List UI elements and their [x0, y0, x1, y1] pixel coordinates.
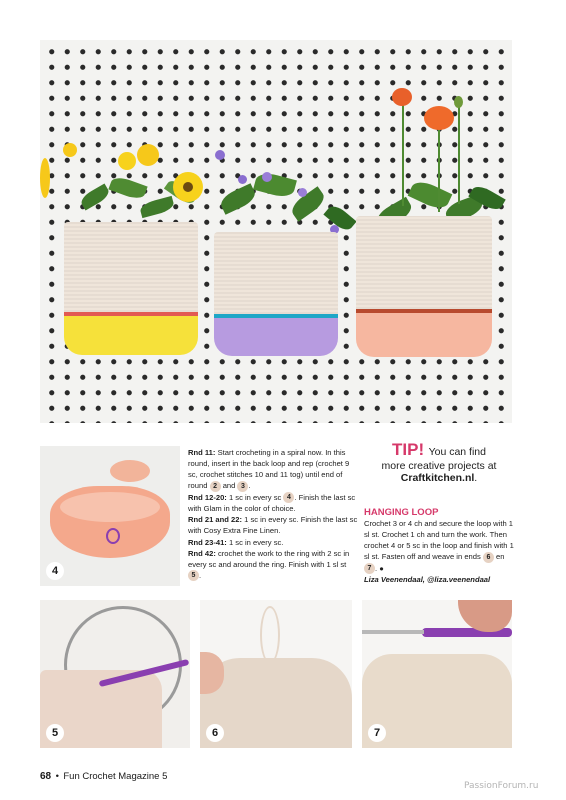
photo-ref-4: 4	[283, 492, 294, 503]
and-word: and	[222, 481, 236, 491]
step-number-badge: 5	[46, 724, 64, 742]
hanging-loop-body: Crochet 3 or 4 ch and secure the loop with 1 sl st. Crochet 1 ch and turn the work. Then crochet 4 or 5 sc in the loop and finish with 1 sl st. Fasten off and weave in ends	[364, 519, 514, 562]
rnd-11-text: Rnd 11: Start crocheting in a spiral now. In this round, insert in the back loop and rep (crochet 9 sc, crochet stitches 10 and 11 tog) until end of round 2 and 3 .	[188, 448, 350, 491]
orange-flower	[424, 106, 454, 130]
step-6-photo	[200, 600, 352, 748]
tip-link-line	[364, 472, 514, 484]
rnd-23-label: Rnd 23-41:	[188, 537, 227, 547]
flower-bud	[454, 96, 463, 108]
rnd-12-text: Rnd 12-20: 1 sc in every sc 4 . Finish the last sc with Glam in the color of choice.	[188, 492, 356, 514]
yellow-flower	[63, 143, 77, 157]
yarn-ball	[110, 460, 150, 482]
plant-leaf	[253, 170, 297, 200]
photo-ref-2: 2	[210, 481, 221, 492]
rnd-12-body-2: Finish the last sc with Glam in the color of choice.	[188, 492, 356, 514]
watermark: PassionForum.ru	[464, 781, 539, 791]
pot-base	[64, 316, 198, 355]
plant-leaf	[139, 196, 175, 218]
step-5-photo	[40, 600, 190, 748]
tip-box	[364, 440, 514, 484]
pot-base	[356, 313, 492, 357]
rnd-11-body: Start crocheting in a spiral now. In this round, insert in the back loop and rep (crochet 9 sc, crochet stitches 10 and 11 tog) until end of round	[188, 448, 350, 491]
flower-center	[183, 182, 193, 192]
step-number-badge: 7	[368, 724, 386, 742]
rnd-42-body: crochet the work to the ring with 2 sc in every sc and around the ring. Finish with 1 sl st	[188, 548, 350, 569]
crochet-bowl-inner	[60, 492, 160, 522]
step-4-photo	[40, 446, 180, 586]
yellow-flower	[118, 152, 136, 170]
crochet-pot-peach	[356, 216, 492, 357]
pot-body	[64, 222, 198, 312]
purple-flower	[238, 175, 247, 184]
flower-stem	[458, 104, 460, 204]
end-bullet: ●	[379, 563, 384, 573]
rnd-23-body: 1 sc in every sc.	[228, 537, 284, 547]
crochet-pot-yellow	[64, 222, 198, 355]
tip-title: TIP!	[392, 440, 425, 459]
orange-flower	[392, 88, 412, 106]
step-number-badge: 6	[206, 724, 224, 742]
plant-leaf	[408, 177, 453, 212]
photo-ref-3: 3	[237, 481, 248, 492]
plant-leaf	[108, 174, 147, 201]
hook-shaft	[362, 630, 424, 634]
footer-bullet: •	[55, 771, 59, 782]
crochet-pot-purple	[214, 232, 338, 356]
flower-stem	[402, 96, 404, 206]
plant-leaf	[323, 202, 356, 234]
rnd-11-label: Rnd 11:	[188, 448, 216, 457]
hanging-loop-section	[364, 507, 514, 585]
page-number: 68	[40, 771, 52, 782]
hero-pegboard-photo	[40, 40, 512, 423]
tip-line-1	[364, 440, 514, 460]
photo-ref-5: 5	[188, 570, 199, 581]
yellow-flower	[137, 144, 159, 166]
step-number-badge: 4	[46, 562, 64, 580]
en-word: en	[496, 552, 505, 562]
purple-flower	[262, 172, 272, 182]
yellow-flower	[40, 158, 50, 198]
rnd-12-label: Rnd 12-20:	[188, 492, 227, 502]
rnd-12-body: 1 sc in every sc	[228, 492, 282, 502]
rnd-42-label: Rnd 42:	[188, 548, 216, 558]
plant-leaf	[218, 183, 258, 215]
rnd-23-text	[188, 537, 358, 548]
hanging-loop-text: Crochet 3 or 4 ch and secure the loop with 1 sl st. Crochet 1 ch and turn the work. Then crochet 4 or 5 sc in the loop and finish with 1 sl st. Fasten off and weave in ends 6 en 7 . ●	[364, 519, 514, 573]
photo-ref-6: 6	[483, 552, 494, 563]
rnd-21-label: Rnd 21 and 22:	[188, 515, 243, 525]
purple-flower	[298, 188, 307, 197]
plant-leaf	[288, 186, 328, 221]
rnd-42-text: Rnd 42: crochet the work to the ring with 2 sc in every sc and around the ring. Finish with 1 sl st 5 .	[188, 548, 350, 580]
tip-text-1: You can find	[428, 446, 486, 458]
tip-link[interactable]: Craftkitchen.nl	[400, 472, 475, 484]
instructions-column	[188, 447, 358, 581]
pot-body	[356, 216, 492, 309]
pot-body	[214, 232, 338, 314]
tip-period: .	[474, 472, 478, 484]
flower-stem	[438, 122, 440, 212]
step-7-photo	[362, 600, 512, 748]
hanging-loop-yarn	[260, 606, 280, 664]
magazine-title: Fun Crochet Magazine 5	[63, 771, 168, 782]
hanging-loop-title: HANGING LOOP	[364, 507, 439, 518]
purple-ring-marker	[106, 528, 120, 544]
photo-ref-7: 7	[364, 563, 375, 574]
tip-text-2: more creative projects at	[381, 460, 497, 472]
page-footer	[40, 766, 167, 784]
rnd-21-text	[188, 514, 358, 536]
rnd-21-body: 1 sc in every sc. Finish the last sc with Cosy Extra Fine Linen.	[188, 515, 358, 536]
pot-base	[214, 318, 338, 356]
purple-flower	[215, 150, 225, 160]
author-credit: Liza Veenendaal, @liza.veenendaal	[364, 575, 491, 585]
plant-leaf	[79, 183, 112, 210]
